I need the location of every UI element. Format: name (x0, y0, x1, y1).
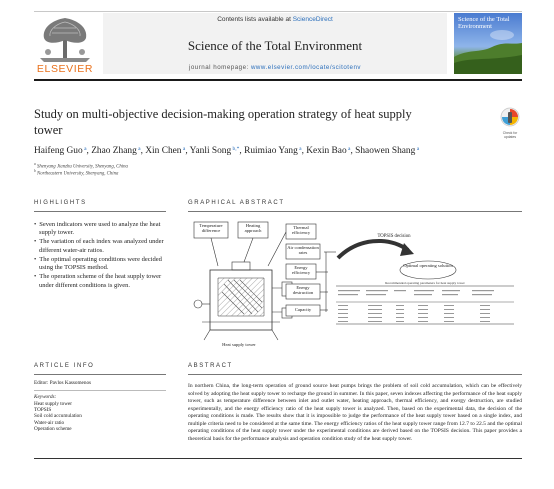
author-list (34, 146, 534, 156)
abstract-text: In northern China, the long-term operation of ground source heat pumps brings the problem of soil cold accumulation, which can be effectively solved by adopting the heat supply tower to recharge the ground in summer. In this paper, seven indexes affecting the performance of the heat supply tower, such as temperature difference between inlet and outlet water, heating approach, thermal efficiency, and exergy destruction, are studied experimentally, and the energy efficiency ratio of the heat supply tower is analyzed. Then, based on the experimental data, the decision of the operating conditions is made. The results show that it is impossible to judge the performance of the heat supply tower based on a single index, and multiple criteria need to be considered at the same time. The energy efficiency ratios of the heat supply tower range from 12.7 to 22.5 and the optimal operating conditions of the heat supply tower under the experimental conditions are derived based on the TOPSIS decision. This paper provides a theoretical basis for the performance analysis and operation condition study of the heat supply tower. (188, 383, 522, 442)
article-info-subrule (34, 390, 166, 391)
article-title: Study on multi-objective decision-making operation strategy of heat supply tower (34, 107, 412, 137)
header-top-rule (34, 11, 522, 12)
highlight-item: • Seven indicators were used to analyze the heat supply tower. (34, 221, 166, 238)
article-info-heading: ARTICLE INFO (34, 363, 95, 369)
highlight-item: • The operation scheme of the heat supply tower under different conditions is given. (34, 273, 166, 290)
keywords-label: Keywords: (34, 394, 57, 400)
keyword[interactable]: Water-air ratio (34, 419, 65, 426)
author-name[interactable]: Shaowen Shang (355, 146, 416, 156)
author-affiliation-marker[interactable]: a (181, 146, 186, 152)
heating-approach-box-label: Heating approach (244, 223, 262, 233)
graphical-abstract-figure[interactable] (188, 212, 522, 350)
keyword[interactable]: TOPSIS (34, 407, 52, 414)
highlights-rule (34, 211, 166, 212)
highlights-list (34, 221, 166, 291)
temp-diff-box-label: Temperature difference (199, 223, 223, 233)
recommended-parameters-table (336, 286, 514, 324)
author-separator: , (239, 146, 245, 156)
author-affiliation-marker[interactable]: a (297, 146, 302, 152)
highlight-item: • The optimal operating conditions were decided using the TOPSIS method. (34, 256, 166, 273)
author-affiliation-marker[interactable]: a (415, 146, 420, 152)
affiliation-a-text: Shenyang Jianzhu University, Shenyang, China (37, 164, 128, 170)
author-separator: , (301, 146, 307, 156)
heat-supply-tower-drawing (194, 262, 300, 340)
author-separator: , (350, 146, 356, 156)
homepage-link[interactable]: www.elsevier.com/locate/scitotenv (250, 64, 362, 71)
author-name[interactable]: Haifeng Guo (34, 146, 83, 156)
journal-title[interactable]: Science of the Total Environment (187, 38, 363, 53)
author-separator: , (86, 146, 92, 156)
author-separator: , (185, 146, 190, 156)
author-separator: , (140, 146, 146, 156)
capacity-box-label: Capacity (294, 307, 312, 312)
article-info-rule (34, 374, 166, 375)
author-name[interactable]: Yanli Song (189, 146, 232, 156)
contents-prefix: Contents lists available at (217, 16, 293, 23)
publisher-name: ELSEVIER (36, 63, 94, 75)
author-affiliation-marker[interactable]: a (346, 146, 351, 152)
author-name[interactable]: Ruimiao Yang (244, 146, 298, 156)
header-bottom-rule (34, 79, 522, 81)
crossmark-label: Check for updates (502, 131, 518, 139)
energy-eff-box-label: Energy efficiency (291, 265, 311, 275)
table-cell-lines (338, 290, 494, 322)
author-affiliation-marker[interactable]: a (82, 146, 87, 152)
energy-dest-box-label: Energy destruction (292, 285, 314, 295)
author-name[interactable]: Xin Chen (145, 146, 182, 156)
topsis-decision-label: TOPSIS decision (377, 234, 411, 239)
crossmark-icon (500, 107, 520, 127)
author-affiliation-marker[interactable]: b,* (231, 146, 240, 152)
tower-caption: Heat supply tower (222, 342, 256, 347)
graphical-abstract-heading: GRAPHICAL ABSTRACT (188, 200, 285, 206)
tree-logo-icon (34, 14, 96, 64)
author-name[interactable]: Kexin Bao (306, 146, 347, 156)
table-caption: Recommended operating parameters for heat supply tower (385, 281, 465, 285)
abstract-rule (188, 374, 522, 375)
affiliation-a-marker: a (34, 162, 36, 166)
author-affiliation-marker[interactable]: a (136, 146, 141, 152)
sciencedirect-link[interactable]: ScienceDirect (292, 16, 333, 23)
journal-homepage (103, 64, 447, 71)
highlights-heading: HIGHLIGHTS (34, 200, 87, 206)
topsis-arrow (338, 241, 414, 258)
affiliation-b-text: Northeastern University, Shenyang, China (37, 171, 119, 177)
contents-line (103, 16, 447, 23)
affiliation-b-marker: b (34, 169, 36, 173)
affiliation-b (34, 169, 118, 177)
highlight-item: • The variation of each index was analyzed under different water-air ratios. (34, 238, 166, 255)
cover-title: Science of the Total Environment (458, 16, 510, 30)
air-cond-box-label: Air condensation rates (287, 245, 319, 255)
keyword[interactable]: Heat supply tower (34, 401, 73, 407)
crossmark-badge[interactable] (500, 107, 520, 139)
homepage-prefix: journal homepage: (188, 64, 251, 71)
keyword[interactable]: Soil cold accumulation (34, 413, 82, 420)
thermal-eff-box-label: Thermal efficiency (291, 225, 311, 235)
keywords-list (34, 401, 166, 432)
editor-line: Editor: Pavlos Kassomenos (34, 380, 92, 386)
keyword[interactable]: Operation scheme (34, 425, 72, 432)
author-name[interactable]: Zhao Zhang (91, 146, 137, 156)
bottom-rule (34, 458, 522, 459)
optimal-solution-label: Optimal operating solution (403, 263, 453, 268)
abstract-heading: ABSTRACT (188, 363, 233, 369)
